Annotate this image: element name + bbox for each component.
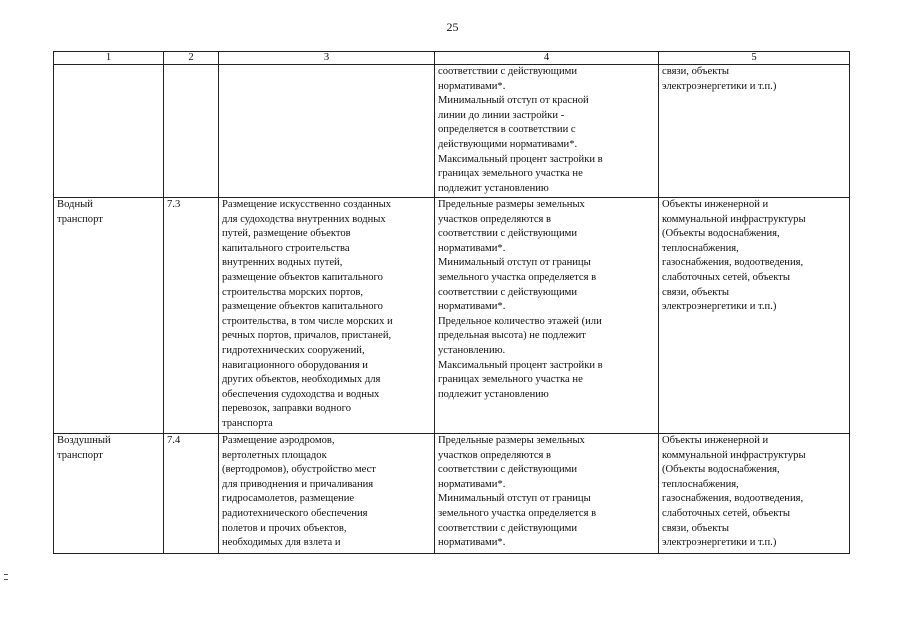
text-line: Минимальный отступ от границы — [438, 493, 591, 505]
text-line: навигационного оборудования и — [222, 359, 368, 371]
text-line: связи, объекты — [662, 66, 729, 77]
text-line: (Объекты водоснабжения, — [662, 228, 780, 240]
header-col-5: 5 — [659, 52, 850, 65]
text-line: соответствии с действующими — [438, 464, 578, 476]
text-line: транспорта — [222, 417, 273, 429]
text-line: Объекты инженерной и — [662, 199, 769, 210]
text-line: гидросамолетов, размещение — [222, 493, 355, 505]
header-col-4: 4 — [435, 52, 659, 65]
cell-parameters — [435, 198, 659, 434]
text-line: границах земельного участка не — [438, 168, 583, 180]
text-line: капитального строительства — [222, 242, 350, 254]
cell-parameters — [435, 434, 659, 554]
text-line: Водный — [57, 199, 93, 210]
text-line: действующими нормативами*. — [438, 138, 578, 150]
text-line: земельного участка определяется в — [438, 271, 597, 283]
page-number: 25 — [446, 20, 459, 34]
text-line: границах земельного участка не — [438, 374, 583, 386]
text-line: нормативами*. — [438, 301, 506, 313]
text-line: речных портов, причалов, пристаней, — [222, 330, 392, 342]
text-line: Максимальный процент застройки в — [438, 153, 603, 165]
text-line: связи, объекты — [662, 522, 729, 534]
text-line: обеспечения судоходства и водных — [222, 388, 380, 400]
text-line: коммунальной инфраструктуры — [662, 449, 806, 461]
header-row — [54, 52, 850, 65]
text-line: (Объекты водоснабжения, — [662, 464, 780, 476]
text-line: газоснабжения, водоотведения, — [662, 257, 804, 269]
cell-parameters — [435, 65, 659, 198]
text-line: размещение объектов капитального — [222, 271, 383, 283]
text-line: внутренних водных путей, — [222, 257, 343, 269]
text-line: путей, размещение объектов — [222, 228, 351, 240]
text-line: строительства морских портов, — [222, 286, 364, 298]
text-line: Предельные размеры земельных — [438, 199, 585, 210]
cell-name — [54, 65, 164, 198]
text-line: других объектов, необходимых для — [222, 374, 381, 386]
cell-description — [219, 198, 435, 434]
text-line: подлежит установлению — [438, 388, 549, 400]
text-line: электроэнергетики и т.п.) — [662, 537, 777, 549]
text-line: полетов и прочих объектов, — [222, 522, 347, 534]
text-line: необходимых для взлета и — [222, 537, 341, 549]
text-line: теплоснабжения, — [662, 478, 739, 490]
table-row-continuation — [54, 65, 850, 198]
cell-description — [219, 65, 435, 198]
text-line: соответствии с действующими — [438, 66, 578, 77]
text-line: участков определяются в — [438, 213, 552, 225]
header-col-1: 1 — [54, 52, 164, 65]
text-line: нормативами*. — [438, 478, 506, 490]
cell-related — [659, 434, 850, 554]
text-line: коммунальной инфраструктуры — [662, 213, 806, 225]
text-line: электроэнергетики и т.п.) — [662, 301, 777, 313]
margin-tick-mark — [4, 574, 8, 575]
text-line: для судоходства внутренних водных — [222, 213, 386, 225]
cell-code: 7.3 — [164, 198, 219, 434]
text-line: вертолетных площадок — [222, 449, 327, 461]
text-line: соответствии с действующими — [438, 228, 578, 240]
text-line: Минимальный отступ от красной — [438, 95, 589, 107]
text-line: Размещение искусственно созданных — [222, 199, 392, 210]
text-line: Предельное количество этажей (или — [438, 315, 602, 327]
text-line: предельная высота) не подлежит — [438, 330, 586, 342]
text-line: слаботочных сетей, объекты — [662, 271, 790, 283]
text-line: для приводнения и причаливания — [222, 478, 374, 490]
text-line: участков определяются в — [438, 449, 552, 461]
text-line: теплоснабжения, — [662, 242, 739, 254]
text-line: Объекты инженерной и — [662, 435, 769, 446]
cell-code — [164, 65, 219, 198]
table-row-water-transport — [54, 198, 850, 434]
text-line: (вертодромов), обустройство мест — [222, 464, 376, 476]
text-line: Минимальный отступ от границы — [438, 257, 591, 269]
text-line: Максимальный процент застройки в — [438, 359, 603, 371]
text-line: гидротехнических сооружений, — [222, 344, 365, 356]
text-line: земельного участка определяется в — [438, 507, 597, 519]
cell-name — [54, 198, 164, 434]
text-line: соответствии с действующими — [438, 286, 578, 298]
text-line: транспорт — [57, 449, 103, 461]
text-line: соответствии с действующими — [438, 522, 578, 534]
text-line: размещение объектов капитального — [222, 301, 383, 313]
text-line: подлежит установлению — [438, 182, 549, 194]
text-line: газоснабжения, водоотведения, — [662, 493, 804, 505]
text-line: установлению. — [438, 344, 506, 356]
text-line: Воздушный — [57, 435, 111, 446]
text-line: нормативами*. — [438, 80, 506, 92]
text-line: транспорт — [57, 213, 103, 225]
cell-description — [219, 434, 435, 554]
table-row-air-transport — [54, 434, 850, 554]
text-line: радиотехнического обеспечения — [222, 507, 368, 519]
cell-code: 7.4 — [164, 434, 219, 554]
text-line: перевозок, заправки водного — [222, 403, 351, 415]
text-line: электроэнергетики и т.п.) — [662, 80, 777, 92]
text-line: нормативами*. — [438, 537, 506, 549]
text-line: нормативами*. — [438, 242, 506, 254]
text-line: строительства, в том числе морских и — [222, 315, 393, 327]
text-line: определяется в соответствии с — [438, 124, 576, 136]
text-line: связи, объекты — [662, 286, 729, 298]
text-line: Предельные размеры земельных — [438, 435, 585, 446]
cell-related — [659, 198, 850, 434]
text-line: слаботочных сетей, объекты — [662, 507, 790, 519]
header-col-3: 3 — [219, 52, 435, 65]
land-use-table — [53, 51, 850, 554]
cell-related — [659, 65, 850, 198]
text-line: Размещение аэродромов, — [222, 435, 335, 446]
header-col-2: 2 — [164, 52, 219, 65]
margin-tick-mark — [4, 579, 8, 580]
cell-name — [54, 434, 164, 554]
text-line: линии до линии застройки - — [438, 109, 565, 121]
